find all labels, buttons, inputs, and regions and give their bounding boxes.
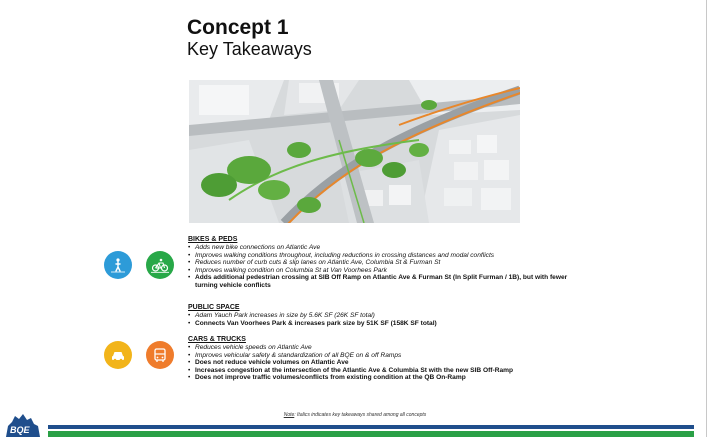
list-item: • Reduces number of curb cuts & slip lanes on Atlantic Ave, Columbia St & Furman St (188, 259, 441, 267)
car-icon (104, 341, 132, 369)
list-item: • Reduces vehicle speeds on Atlantic Ave (188, 344, 312, 351)
slide-subtitle: Key Takeaways (187, 39, 312, 59)
list-item: • Increases congestion at the intersection of the Atlantic Ave & Columbia St with the new SIB Off-Ramp (188, 366, 514, 374)
list-item: • Adam Yauch Park increases in size by 5.6K SF (26K SF total) (188, 312, 375, 319)
footnote: Note: Italics indicates key takeaways shared among all concepts (283, 412, 427, 418)
list-item: • Improves walking condition on Columbia St at Van Voorhees Park (188, 266, 387, 274)
footer-bar-green (48, 431, 694, 437)
list-item: • Improves walking conditions throughout, including reductions in crossing distances and modal conflicts (188, 251, 495, 259)
section-public-space (188, 304, 588, 327)
footer-bar-blue (48, 425, 694, 429)
list-item: • Adds additional pedestrian crossing at SIB Off Ramp on Atlantic Ave & Furman St (In Split Furman / 1B), but with fewer turning vehicle conflicts (188, 274, 568, 289)
list-item: • Does not improve traffic volumes/conflicts from existing condition at the QB On-Ramp (188, 374, 466, 382)
section-heading: PUBLIC SPACE (188, 304, 240, 311)
bicycle-icon (146, 251, 174, 279)
slide-edge-rule (706, 0, 707, 437)
section-cars-trucks (188, 336, 588, 382)
list-item: • Adds new bike connections on Atlantic Ave (188, 244, 321, 251)
list-item: • Improves vehicular safety & standardization of all BQE on & off Ramps (188, 351, 402, 359)
concept-rendering (189, 80, 520, 223)
section-heading: BIKES & PEDS (188, 236, 238, 243)
list-item: • Connects Van Voorhees Park & increases park size by 51K SF (158K SF total) (188, 319, 437, 327)
section-bikes-peds (188, 236, 588, 290)
pedestrian-icon (104, 251, 132, 279)
list-item: • Does not reduce vehicle volumes on Atlantic Ave (188, 359, 349, 367)
section-heading: CARS & TRUCKS (188, 336, 246, 343)
bus-icon (146, 341, 174, 369)
slide-title: Concept 1 (187, 16, 289, 39)
bqe-logo-text: BQE (10, 425, 30, 435)
